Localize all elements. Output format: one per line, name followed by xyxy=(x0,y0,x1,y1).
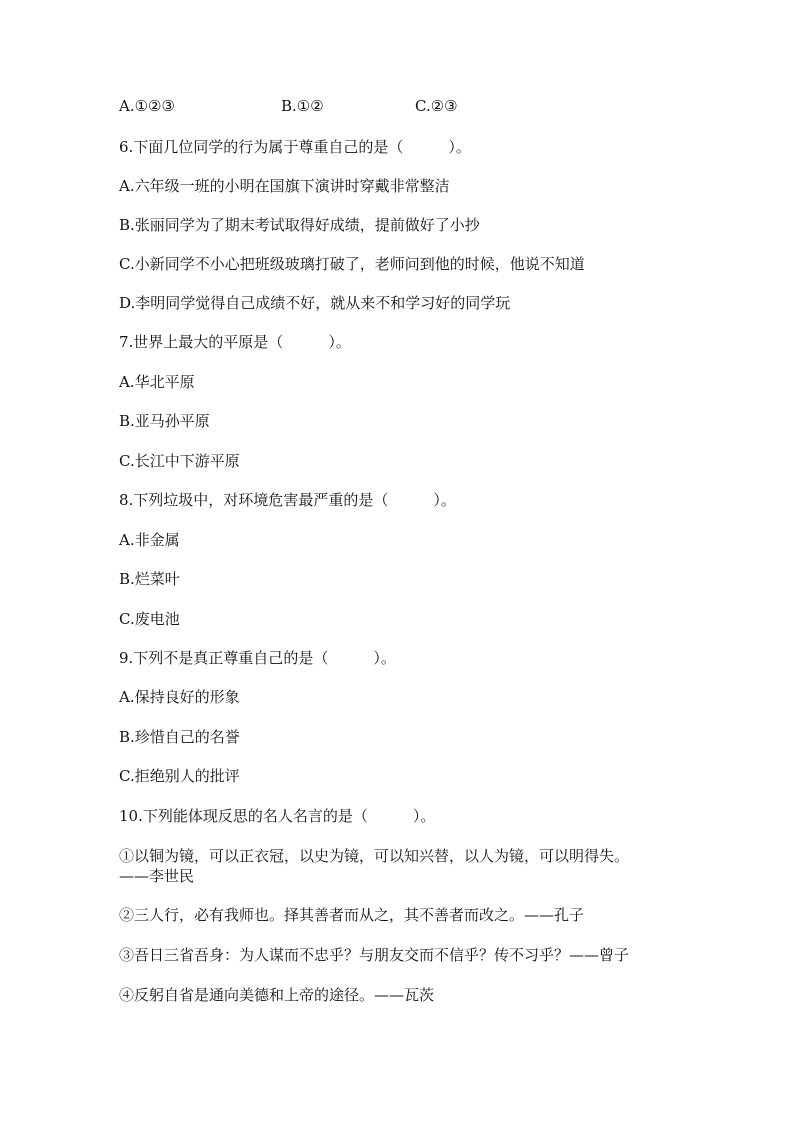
q9-stem: 9.下列不是真正尊重自己的是（ ）。 xyxy=(119,649,396,667)
q6-option-a: A.六年级一班的小明在国旗下演讲时穿戴非常整洁 xyxy=(119,177,450,195)
q9-option-b: B.珍惜自己的名誉 xyxy=(119,728,240,746)
q7-option-c: C.长江中下游平原 xyxy=(119,452,240,470)
q10-quote-3: ③吾日三省吾身：为人谋而不忠乎？与朋友交而不信乎？传不习乎？——曾子 xyxy=(119,946,630,964)
q6-option-c: C.小新同学不小心把班级玻璃打破了，老师问到他的时候，他说不知道 xyxy=(119,255,585,273)
q8-option-a: A.非金属 xyxy=(119,531,180,549)
q8-option-b: B.烂菜叶 xyxy=(119,570,180,588)
q5-option-a: A.①②③ xyxy=(119,97,175,115)
q10-quote-1: ①以铜为镜，可以正衣冠，以史为镜，可以知兴替，以人为镜，可以明得失。 xyxy=(119,847,630,865)
q10-quote-2: ②三人行，必有我师也。择其善者而从之，其不善者而改之。——孔子 xyxy=(119,906,585,924)
q6-stem: 6.下面几位同学的行为属于尊重自己的是（ ）。 xyxy=(119,138,471,156)
q10-quote-1-author: ——李世民 xyxy=(119,867,195,885)
q5-option-c: C.②③ xyxy=(415,97,458,115)
q7-stem: 7.世界上最大的平原是（ ）。 xyxy=(119,333,351,351)
q5-option-b: B.①② xyxy=(281,97,324,115)
q10-stem: 10.下列能体现反思的名人名言的是（ ）。 xyxy=(119,807,436,825)
q7-option-b: B.亚马孙平原 xyxy=(119,412,210,430)
q6-option-b: B.张丽同学为了期末考试取得好成绩，提前做好了小抄 xyxy=(119,216,480,234)
q7-option-a: A.华北平原 xyxy=(119,373,195,391)
q8-option-c: C.废电池 xyxy=(119,610,180,628)
q8-stem: 8.下列垃圾中，对环境危害最严重的是（ ）。 xyxy=(119,491,456,509)
q9-option-c: C.拒绝别人的批评 xyxy=(119,767,240,785)
q10-quote-4: ④反躬自省是通向美德和上帝的途径。——瓦茨 xyxy=(119,986,435,1004)
q6-option-d: D.李明同学觉得自己成绩不好，就从来不和学习好的同学玩 xyxy=(119,294,511,312)
q9-option-a: A.保持良好的形象 xyxy=(119,688,240,706)
